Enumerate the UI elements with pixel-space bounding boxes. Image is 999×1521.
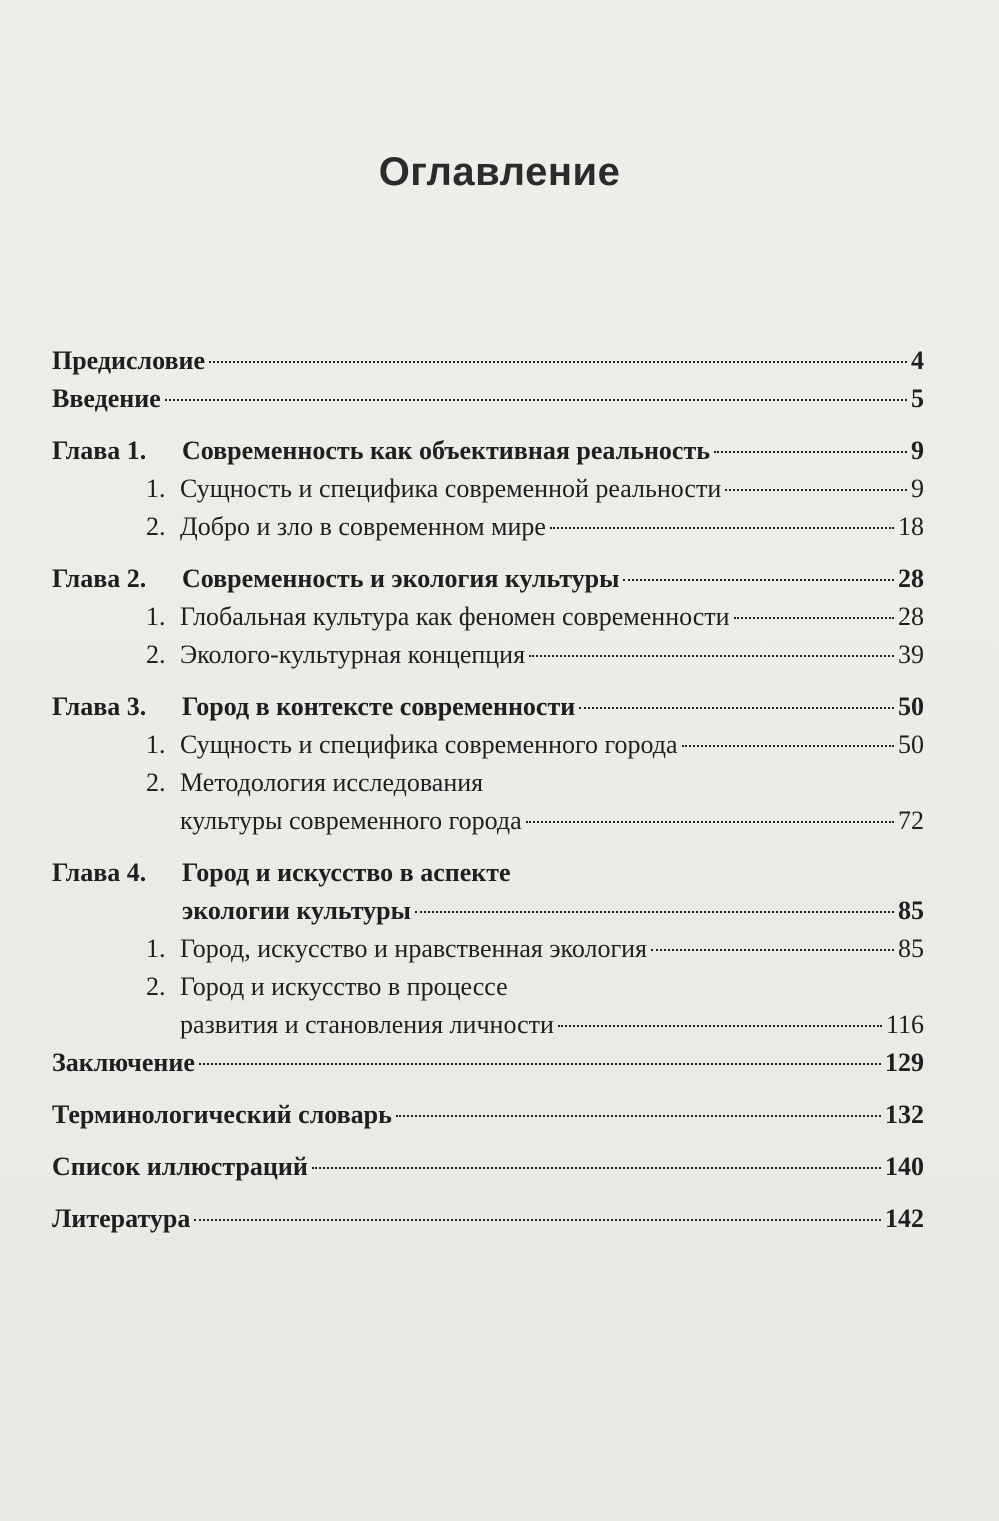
leader-dots xyxy=(209,361,907,363)
toc-page: 85 xyxy=(898,934,924,963)
leader-dots xyxy=(526,821,894,823)
leader-dots xyxy=(714,451,907,453)
table-of-contents xyxy=(52,342,924,1238)
leader-dots xyxy=(550,527,894,529)
chapter-number: Глава 1. xyxy=(52,436,147,465)
chapter-number: Глава 3. xyxy=(52,692,147,721)
chapter-number: Глава 4. xyxy=(52,858,147,887)
leader-dots xyxy=(194,1219,881,1221)
toc-page: 9 xyxy=(911,436,924,465)
toc-entry-illustrations[interactable] xyxy=(52,1148,924,1186)
toc-entry-glossary[interactable] xyxy=(52,1096,924,1134)
toc-page: 116 xyxy=(885,1010,924,1039)
leader-dots xyxy=(734,617,894,619)
toc-label: Эколого-культурная концепция xyxy=(180,640,526,669)
toc-label: Город и искусство в процессе xyxy=(180,972,508,1001)
toc-entry-intro[interactable] xyxy=(52,380,924,418)
toc-page: 28 xyxy=(898,564,924,593)
toc-entry-conclusion[interactable] xyxy=(52,1044,924,1082)
toc-entry-preface[interactable] xyxy=(52,342,924,380)
toc-entry-chapter-4-cont xyxy=(52,892,924,930)
leader-dots xyxy=(199,1063,881,1065)
toc-label: Сущность и специфика современной реальности xyxy=(180,474,722,503)
toc-label: Введение xyxy=(52,384,161,413)
leader-dots xyxy=(682,745,894,747)
section-number: 1. xyxy=(146,474,166,503)
toc-label: Современность как объективная реальность xyxy=(182,436,710,465)
toc-page: 142 xyxy=(885,1204,924,1233)
toc-entry-4-2[interactable] xyxy=(52,968,924,1006)
toc-entry-2-1[interactable] xyxy=(52,598,924,636)
toc-entry-1-2[interactable] xyxy=(52,508,924,546)
leader-dots xyxy=(396,1115,881,1117)
toc-page: 50 xyxy=(898,730,924,759)
toc-label: Литература xyxy=(52,1204,191,1233)
toc-page: 39 xyxy=(898,640,924,669)
section-number: 2. xyxy=(146,768,166,797)
toc-page: 18 xyxy=(898,512,924,541)
section-number: 2. xyxy=(146,972,166,1001)
toc-label: Город и искусство в аспекте xyxy=(182,858,511,887)
page-title: Оглавление xyxy=(378,150,621,194)
toc-label: Список иллюстраций xyxy=(52,1152,308,1181)
toc-label: Город, искусство и нравственная экология xyxy=(180,934,648,963)
leader-dots xyxy=(312,1167,881,1169)
leader-dots xyxy=(415,911,894,913)
toc-page: 72 xyxy=(898,806,924,835)
toc-entry-3-2-cont xyxy=(52,802,924,840)
leader-dots xyxy=(623,579,894,581)
toc-label: развития и становления личности xyxy=(180,1010,554,1039)
section-number: 1. xyxy=(146,602,166,631)
toc-label: Современность и экология культуры xyxy=(182,564,620,593)
toc-label: Терминологический словарь xyxy=(52,1100,392,1129)
toc-page: 132 xyxy=(885,1100,924,1129)
leader-dots xyxy=(579,707,894,709)
leader-dots xyxy=(725,489,907,491)
toc-page: 50 xyxy=(898,692,924,721)
section-number: 2. xyxy=(146,640,166,669)
section-number: 1. xyxy=(146,730,166,759)
toc-label: Методология исследования xyxy=(180,768,484,797)
toc-entry-3-2[interactable] xyxy=(52,764,924,802)
toc-label: Сущность и специфика современного города xyxy=(180,730,678,759)
toc-page: 140 xyxy=(885,1152,924,1181)
toc-page: 4 xyxy=(911,346,924,375)
toc-page: 5 xyxy=(911,384,924,413)
leader-dots xyxy=(165,399,907,401)
toc-entry-4-2-cont xyxy=(52,1006,924,1044)
toc-label: Заключение xyxy=(52,1048,195,1077)
toc-entry-2-2[interactable] xyxy=(52,636,924,674)
toc-page: 28 xyxy=(898,602,924,631)
toc-entry-literature[interactable] xyxy=(52,1200,924,1238)
toc-page: 85 xyxy=(898,896,924,925)
toc-entry-chapter-1[interactable] xyxy=(52,432,924,470)
section-number: 2. xyxy=(146,512,166,541)
toc-label: Добро и зло в современном мире xyxy=(180,512,546,541)
toc-label: Глобальная культура как феномен современности xyxy=(180,602,730,631)
chapter-number: Глава 2. xyxy=(52,564,147,593)
toc-entry-chapter-4[interactable] xyxy=(52,854,924,892)
toc-page: 129 xyxy=(885,1048,924,1077)
toc-page: 9 xyxy=(911,474,924,503)
toc-entry-chapter-3[interactable] xyxy=(52,688,924,726)
toc-entry-4-1[interactable] xyxy=(52,930,924,968)
toc-label: Предисловие xyxy=(52,346,206,375)
toc-entry-chapter-2[interactable] xyxy=(52,560,924,598)
toc-label: экологии культуры xyxy=(182,896,411,925)
toc-entry-3-1[interactable] xyxy=(52,726,924,764)
leader-dots xyxy=(651,949,894,951)
toc-label: Город в контексте современности xyxy=(182,692,576,721)
leader-dots xyxy=(529,655,894,657)
toc-label: культуры современного города xyxy=(180,806,522,835)
leader-dots xyxy=(558,1025,882,1027)
toc-entry-1-1[interactable] xyxy=(52,470,924,508)
section-number: 1. xyxy=(146,934,166,963)
